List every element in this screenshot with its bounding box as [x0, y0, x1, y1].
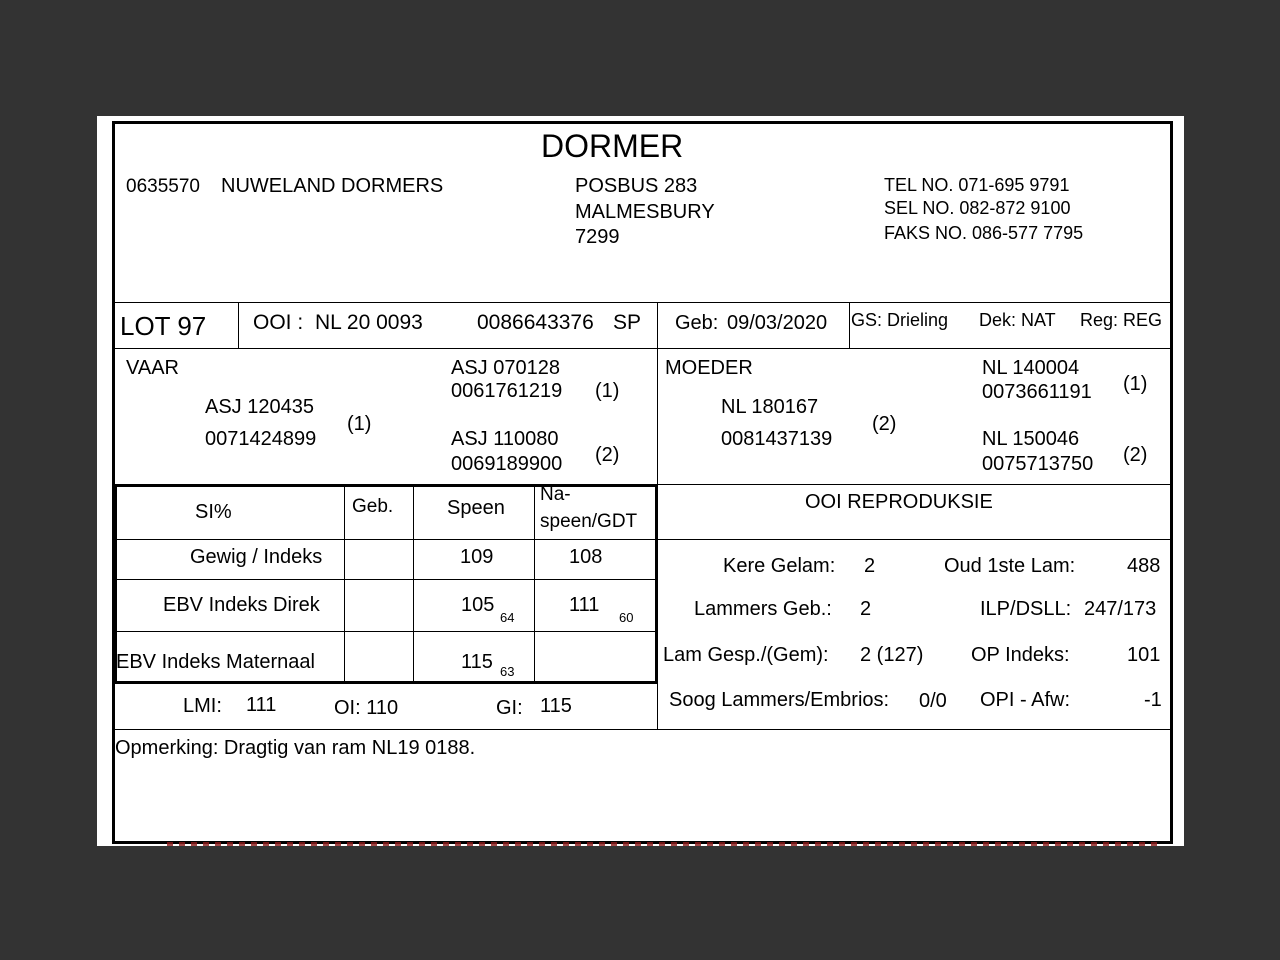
sp-code: SP	[613, 311, 642, 334]
index-table-top	[114, 484, 658, 487]
ilp-label: ILP/DSLL:	[980, 598, 1072, 620]
row-gewig-naspeen: 108	[569, 546, 603, 568]
index-col-speen	[413, 484, 414, 682]
moeder-dam-id: NL 150046	[982, 428, 1080, 450]
divider-ooi	[657, 302, 658, 348]
moeder-mark: (2)	[872, 413, 897, 435]
oud-value: 488	[1127, 555, 1161, 577]
row-direk-speen: 105	[461, 594, 495, 616]
index-table-bottom	[114, 681, 658, 684]
soog-label: Soog Lammers/Embrios:	[669, 689, 890, 711]
divider-top	[114, 302, 1171, 303]
oi-value: OI: 110	[334, 697, 399, 719]
divider-lot	[238, 302, 239, 348]
gi-label: GI:	[496, 697, 523, 719]
tel-number: TEL NO. 071-695 9791	[884, 175, 1070, 195]
lot-card	[97, 116, 1184, 846]
vaar-sire-mark: (1)	[595, 380, 620, 402]
ooi-id: NL 20 0093	[315, 311, 423, 334]
opi-value: -1	[1144, 689, 1162, 711]
index-header-bottom	[114, 539, 1171, 540]
si-header: SI%	[195, 501, 232, 523]
moeder-dam-mark: (2)	[1123, 444, 1148, 466]
moeder-sire-number: 0073661191	[982, 381, 1092, 403]
breed-title: DORMER	[541, 128, 684, 164]
divider-pedigree	[657, 348, 658, 484]
row-maternaal-label: EBV Indeks Maternaal	[116, 651, 315, 673]
vaar-sire-id: ASJ 070128	[451, 357, 560, 379]
sel-number: SEL NO. 082-872 9100	[884, 198, 1071, 218]
row-direk-naspeen: 111	[569, 594, 600, 616]
row-maternaal-speen: 115	[461, 651, 493, 673]
address-line-3: 7299	[575, 226, 620, 248]
naspeen-header-line1: Na-	[540, 484, 571, 505]
repro-title: OOI REPRODUKSIE	[805, 491, 993, 513]
index-col-naspeen	[534, 484, 535, 682]
lmi-value: 111	[246, 694, 277, 716]
kere-value: 2	[864, 555, 876, 577]
geb-header: Geb.	[352, 496, 394, 517]
row-direk-label: EBV Indeks Direk	[163, 594, 320, 616]
index-row1-bottom	[114, 579, 658, 580]
speen-header: Speen	[447, 497, 505, 519]
kere-label: Kere Gelam:	[723, 555, 836, 577]
vaar-dam-mark: (2)	[595, 444, 620, 466]
vaar-sire-number: 0061761219	[451, 380, 563, 402]
vaar-dam-number: 0069189900	[451, 453, 563, 475]
vaar-number: 0071424899	[205, 428, 317, 450]
lammers-label: Lammers Geb.:	[694, 598, 832, 620]
row-direk-naspeen-sub: 60	[619, 610, 634, 625]
naspeen-header-line2: speen/GDT	[540, 511, 638, 532]
row-gewig-speen: 109	[460, 546, 494, 568]
reg-value: Reg: REG	[1080, 310, 1163, 330]
moeder-sire-mark: (1)	[1123, 373, 1148, 395]
row-direk-speen-sub: 64	[500, 610, 515, 625]
repro-table-top	[657, 484, 1171, 485]
vaar-mark: (1)	[347, 413, 372, 435]
gesp-label: Lam Gesp./(Gem):	[663, 644, 829, 666]
index-col-geb	[344, 484, 345, 682]
remarks-top	[114, 729, 1171, 730]
geb-date: 09/03/2020	[727, 312, 828, 334]
op-value: 101	[1127, 644, 1161, 666]
address-line-2: MALMESBURY	[575, 201, 715, 223]
opi-label: OPI - Afw:	[980, 689, 1071, 711]
divider-geb	[849, 302, 850, 348]
address-line-1: POSBUS 283	[575, 175, 698, 197]
ooi-label: OOI :	[253, 311, 304, 334]
index-table-right	[655, 484, 658, 684]
moeder-id: NL 180167	[721, 396, 819, 418]
gi-value: 115	[540, 695, 572, 717]
moeder-label: MOEDER	[665, 357, 753, 379]
ilp-value: 247/173	[1084, 598, 1157, 620]
dek-value: Dek: NAT	[979, 310, 1056, 330]
vaar-dam-id: ASJ 110080	[451, 428, 559, 450]
vaar-label: VAAR	[126, 357, 179, 379]
moeder-sire-id: NL 140004	[982, 357, 1080, 379]
moeder-number: 0081437139	[721, 428, 833, 450]
row-maternaal-speen-sub: 63	[500, 664, 515, 679]
gesp-value: 2 (127)	[860, 644, 924, 666]
gs-value: GS: Drieling	[851, 310, 949, 330]
registration-number: 0086643376	[477, 311, 594, 334]
soog-value: 0/0	[919, 690, 947, 712]
lammers-value: 2	[860, 598, 872, 620]
faks-number: FAKS NO. 086-577 7795	[884, 223, 1084, 243]
index-row2-bottom	[114, 631, 658, 632]
moeder-dam-number: 0075713750	[982, 453, 1094, 475]
lmi-label: LMI:	[183, 695, 222, 717]
divider-repro	[657, 681, 658, 729]
remarks-text: Opmerking: Dragtig van ram NL19 0188.	[115, 737, 476, 759]
row-gewig-label: Gewig / Indeks	[190, 546, 323, 568]
cut-off-red-text	[167, 842, 1157, 846]
divider-lot-bottom	[114, 348, 1171, 349]
lot-number: LOT 97	[120, 311, 207, 341]
oud-label: Oud 1ste Lam:	[944, 555, 1076, 577]
vaar-id: ASJ 120435	[205, 396, 314, 418]
op-label: OP Indeks:	[971, 644, 1070, 666]
breeder-name: NUWELAND DORMERS	[221, 175, 444, 197]
breeder-number: 0635570	[126, 176, 200, 197]
geb-label: Geb:	[675, 312, 719, 334]
